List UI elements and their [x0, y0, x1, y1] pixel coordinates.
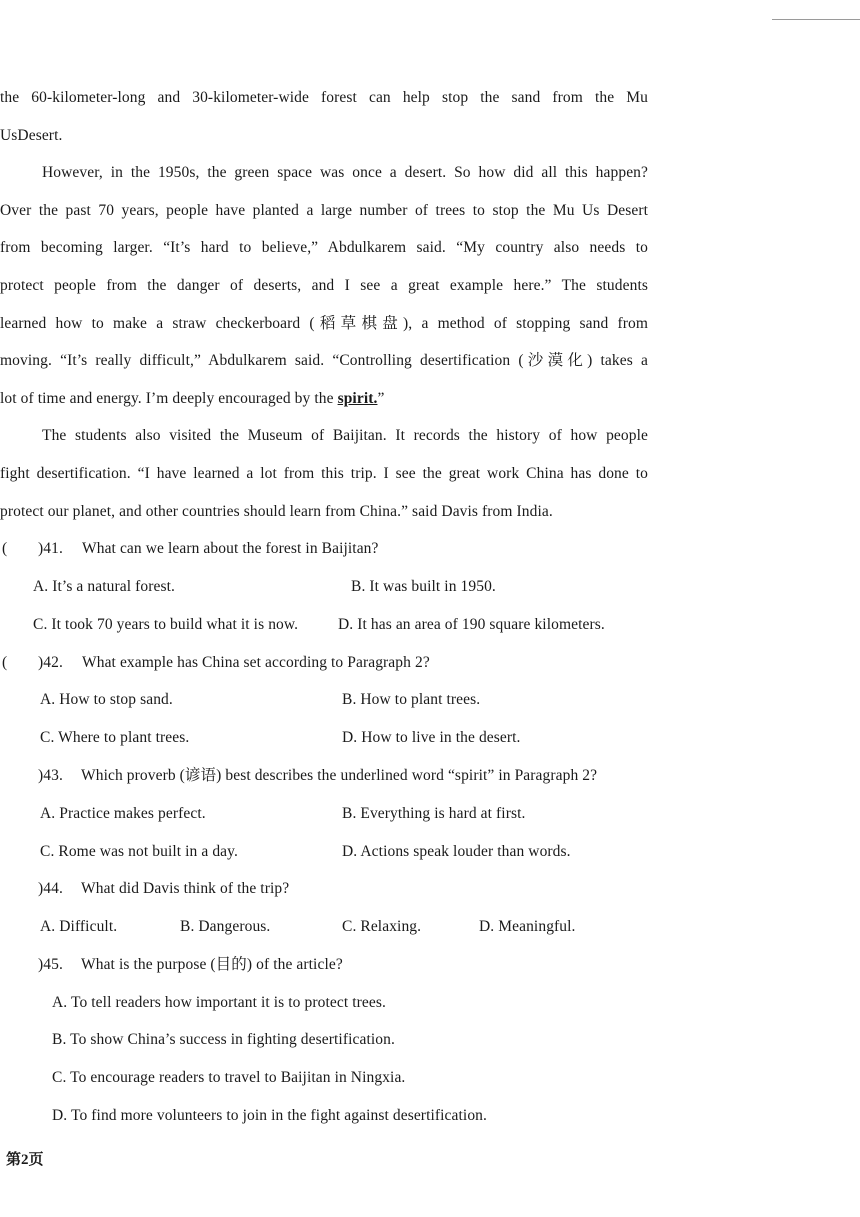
question-number: )43. — [38, 766, 63, 784]
passage-paragraph-3 — [0, 422, 860, 535]
passage-line: The students also visited the Museum of Baijitan. It records the history of how people — [42, 427, 648, 445]
option-b[interactable]: B. It was built in 1950. — [351, 577, 496, 595]
option-d[interactable]: D. How to live in the desert. — [342, 729, 521, 747]
question-number: )42. — [38, 653, 63, 671]
option-c[interactable]: C. It took 70 years to build what it is now. — [33, 615, 299, 633]
option-b[interactable]: B. How to plant trees. — [342, 691, 481, 709]
option-c[interactable]: C. Relaxing. — [342, 918, 422, 936]
options-row — [0, 1026, 860, 1064]
options-row — [0, 611, 860, 649]
passage-line: learned how to make a straw checkerboard (稻草棋盘), a method of stopping sand from — [0, 314, 648, 332]
options-row — [0, 800, 860, 838]
question-text: What is the purpose (目的) of the article? — [81, 955, 343, 973]
question-text: What example has China set according to Paragraph 2? — [82, 653, 430, 671]
answer-bracket[interactable]: ( — [2, 540, 8, 558]
passage-line: fight desertification. “I have learned a lot from this trip. I see the great work China has done to — [0, 464, 648, 482]
option-a[interactable]: A. Practice makes perfect. — [40, 804, 206, 822]
passage-line: Over the past 70 years, people have planted a large number of trees to stop the Mu Us Desert — [0, 201, 648, 219]
page-number: 第2页 — [6, 1152, 44, 1168]
question-42 — [0, 649, 860, 687]
option-d[interactable]: D. Actions speak louder than words. — [342, 842, 571, 860]
option-a[interactable]: A. Difficult. — [40, 918, 118, 936]
option-d[interactable]: D. Meaningful. — [479, 918, 576, 936]
passage-text: lot of time and energy. I’m deeply encouraged by the — [0, 389, 338, 407]
options-row — [0, 686, 860, 724]
header-rule — [772, 19, 860, 20]
question-text: What did Davis think of the trip? — [81, 880, 290, 898]
answer-bracket[interactable]: ( — [2, 653, 8, 671]
passage-line: However, in the 1950s, the green space was once a desert. So how did all this happen? — [42, 164, 648, 182]
option-b[interactable]: B. Everything is hard at first. — [342, 804, 526, 822]
option-a[interactable]: A. How to stop sand. — [40, 691, 173, 709]
options-row — [0, 1064, 860, 1102]
question-text: What can we learn about the forest in Baijitan? — [82, 540, 379, 558]
passage-line — [0, 385, 860, 423]
question-text: Which proverb (谚语) best describes the underlined word “spirit” in Paragraph 2? — [81, 766, 598, 784]
question-number: )41. — [38, 540, 63, 558]
option-d[interactable]: D. To find more volunteers to join in the fight against desertification. — [52, 1107, 488, 1125]
question-44 — [0, 875, 860, 913]
question-41 — [0, 535, 860, 573]
option-a[interactable]: A. To tell readers how important it is to protect trees. — [52, 993, 386, 1011]
passage-line: UsDesert. — [0, 126, 63, 144]
passage-paragraph-2 — [0, 159, 860, 422]
option-b[interactable]: B. To show China’s success in fighting desertification. — [52, 1031, 395, 1049]
options-row — [0, 989, 860, 1027]
question-43 — [0, 762, 860, 800]
passage-line: the 60-kilometer-long and 30-kilometer-wide forest can help stop the sand from the Mu — [0, 89, 648, 106]
option-c[interactable]: C. Where to plant trees. — [40, 729, 190, 747]
question-number: )44. — [38, 880, 63, 898]
options-row — [0, 1102, 860, 1140]
options-row — [0, 838, 860, 876]
option-a[interactable]: A. It’s a natural forest. — [33, 577, 175, 595]
option-b[interactable]: B. Dangerous. — [180, 918, 271, 936]
passage-text: ” — [377, 389, 385, 407]
passage-line: protect our planet, and other countries should learn from China.” said Davis from India. — [0, 502, 553, 520]
option-c[interactable]: C. Rome was not built in a day. — [40, 842, 238, 860]
options-row — [0, 724, 860, 762]
passage-line: moving. “It’s really difficult,” Abdulkarem said. “Controlling desertification (沙漠化) takes a — [0, 352, 648, 370]
option-d[interactable]: D. It has an area of 190 square kilometers. — [338, 615, 605, 633]
underlined-word: spirit. — [337, 389, 378, 407]
question-number: )45. — [38, 955, 63, 973]
passage-line: from becoming larger. “It’s hard to believe,” Abdulkarem said. “My country also needs to — [0, 239, 648, 257]
option-c[interactable]: C. To encourage readers to travel to Baijitan in Ningxia. — [52, 1069, 406, 1087]
passage-line: protect people from the danger of deserts, and I see a great example here.” The students — [0, 276, 648, 294]
options-row — [0, 573, 860, 611]
question-45 — [0, 951, 860, 989]
exam-page — [0, 84, 860, 1140]
passage-paragraph-1 — [0, 84, 860, 159]
options-row — [0, 913, 860, 951]
